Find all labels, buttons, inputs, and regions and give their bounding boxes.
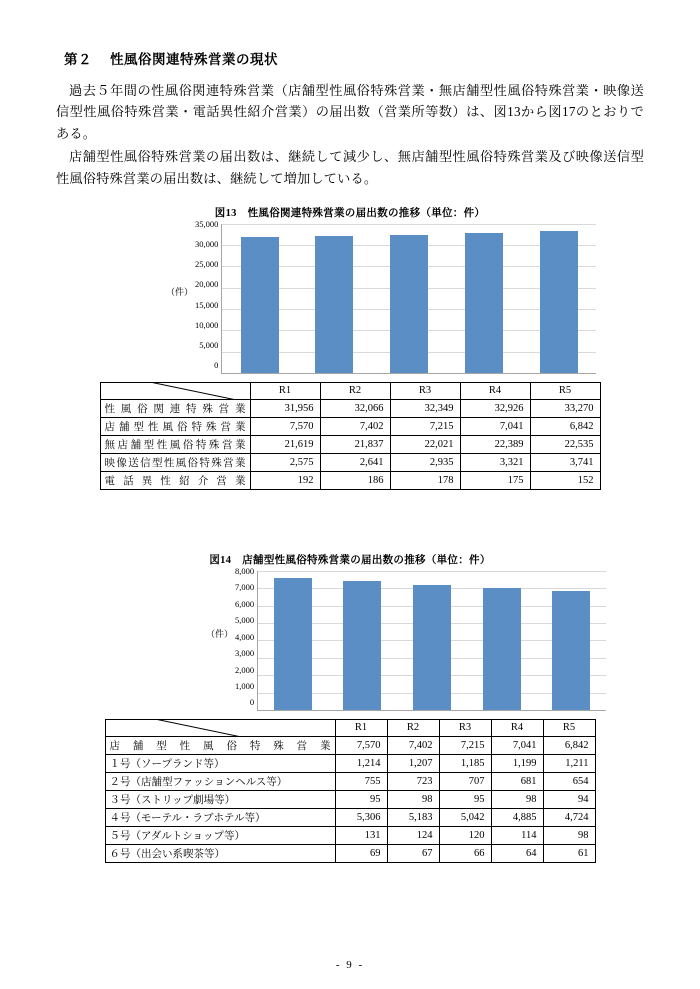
row-label: 電話異性紹介営業: [100, 471, 250, 489]
col-header-r1: R1: [335, 719, 387, 736]
cell-value: 5,183: [387, 808, 439, 826]
col-header-r3: R3: [390, 382, 460, 399]
table-row: [105, 844, 595, 862]
page-footer: - 9 -: [335, 959, 365, 971]
bar-r5: [552, 591, 590, 710]
cell-value: 7,215: [439, 736, 491, 754]
cell-value: 94: [543, 790, 595, 808]
figure14-plot-area: [257, 571, 606, 711]
y-tick: 3,000: [235, 647, 255, 658]
figure14-chart: [206, 565, 606, 711]
y-tick: 1,000: [235, 680, 255, 691]
cell-value: 124: [387, 826, 439, 844]
cell-value: 22,535: [530, 435, 600, 453]
bar-r2: [315, 236, 353, 372]
bar-r1: [241, 237, 279, 373]
col-header-r3: R3: [439, 719, 491, 736]
cell-value: 4,885: [491, 808, 543, 826]
bar-r1: [274, 578, 312, 709]
cell-value: 61: [543, 844, 595, 862]
table-row: [105, 772, 595, 790]
table-row: [100, 417, 600, 435]
cell-value: 654: [543, 772, 595, 790]
cell-value: 31,956: [250, 399, 320, 417]
cell-value: 707: [439, 772, 491, 790]
table-row: [105, 826, 595, 844]
row-label: １号（ソープランド等）: [105, 754, 335, 772]
col-header-r4: R4: [491, 719, 543, 736]
y-tick: 5,000: [199, 339, 219, 350]
section-title: 性風俗関連特殊営業の現状: [110, 52, 278, 67]
y-tick: 35,000: [195, 218, 219, 229]
cell-value: 2,641: [320, 453, 390, 471]
col-header-r5: R5: [530, 382, 600, 399]
cell-value: 152: [530, 471, 600, 489]
cell-value: 186: [320, 471, 390, 489]
figure13-y-ticks: [195, 218, 221, 374]
cell-value: 95: [335, 790, 387, 808]
figure13-title: [56, 205, 644, 220]
cell-value: 21,837: [320, 435, 390, 453]
bar-r4: [465, 233, 503, 373]
cell-value: 131: [335, 826, 387, 844]
cell-value: 22,389: [460, 435, 530, 453]
cell-value: 7,041: [491, 736, 543, 754]
table-row: [100, 435, 600, 453]
section-number: 第２: [64, 52, 92, 67]
row-label: 映像送信型性風俗特殊営業: [100, 453, 250, 471]
cell-value: 98: [543, 826, 595, 844]
y-tick: 8,000: [235, 565, 255, 576]
table-header-row: [105, 719, 595, 736]
figure14-title: [56, 552, 644, 567]
cell-value: 4,724: [543, 808, 595, 826]
y-tick: 25,000: [195, 259, 219, 270]
y-tick: 0: [249, 697, 255, 708]
figure13-chart: [166, 218, 596, 374]
row-label: 店舗型性風俗特殊営業: [100, 417, 250, 435]
figure14-bars: [258, 571, 606, 710]
cell-value: 32,066: [320, 399, 390, 417]
table-row: [105, 790, 595, 808]
table-row: [105, 808, 595, 826]
figure14-table: [105, 719, 596, 863]
cell-value: 2,575: [250, 453, 320, 471]
cell-value: 32,349: [390, 399, 460, 417]
bar-r2: [343, 581, 381, 710]
y-tick: 4,000: [235, 631, 255, 642]
diagonal-line-icon: [100, 382, 250, 399]
row-label: 無店舗型性風俗特殊営業: [100, 435, 250, 453]
col-header-r4: R4: [460, 382, 530, 399]
cell-value: 1,199: [491, 754, 543, 772]
cell-value: 7,570: [250, 417, 320, 435]
bar-r5: [540, 231, 578, 373]
cell-value: 1,207: [387, 754, 439, 772]
cell-value: 22,021: [390, 435, 460, 453]
cell-value: 681: [491, 772, 543, 790]
y-tick: 0: [214, 360, 219, 371]
cell-value: 6,842: [543, 736, 595, 754]
page-title: [64, 48, 644, 68]
row-label: ５号（アダルトショップ等）: [105, 826, 335, 844]
cell-value: 1,211: [543, 754, 595, 772]
figure13-y-axis-label: （件）: [166, 287, 194, 298]
col-header-r2: R2: [320, 382, 390, 399]
cell-value: 3,321: [460, 453, 530, 471]
cell-value: 192: [250, 471, 320, 489]
row-label: ３号（ストリップ劇場等）: [105, 790, 335, 808]
cell-value: 98: [491, 790, 543, 808]
cell-value: 755: [335, 772, 387, 790]
figure13-plot-area: [221, 224, 596, 374]
y-tick: 15,000: [195, 299, 219, 310]
cell-value: 69: [335, 844, 387, 862]
cell-value: 67: [387, 844, 439, 862]
paragraph-2: 店舗型性風俗特殊営業の届出数は、継続して減少し、無店舗型性風俗特殊営業及び映像送信型性風俗特殊営業の届出数は、継続して増加している。: [56, 149, 644, 186]
table-header-row: [100, 382, 600, 399]
table-row: [100, 399, 600, 417]
figure14-y-ticks: [235, 565, 257, 711]
cell-value: 32,926: [460, 399, 530, 417]
row-label: ４号（モーテル・ラブホテル等）: [105, 808, 335, 826]
cell-value: 2,935: [390, 453, 460, 471]
y-tick: 6,000: [235, 598, 255, 609]
row-label: ２号（店舗型ファッションヘルス等）: [105, 772, 335, 790]
cell-value: 7,570: [335, 736, 387, 754]
cell-value: 723: [387, 772, 439, 790]
bar-r4: [483, 588, 521, 710]
cell-value: 33,270: [530, 399, 600, 417]
row-label: 性風俗関連特殊営業: [100, 399, 250, 417]
cell-value: 120: [439, 826, 491, 844]
cell-value: 1,214: [335, 754, 387, 772]
cell-value: 7,402: [387, 736, 439, 754]
table-corner-cell: [105, 719, 335, 736]
y-tick: 7,000: [235, 582, 255, 593]
row-label: ６号（出会い系喫茶等）: [105, 844, 335, 862]
col-header-r2: R2: [387, 719, 439, 736]
cell-value: 21,619: [250, 435, 320, 453]
cell-value: 66: [439, 844, 491, 862]
cell-value: 7,041: [460, 417, 530, 435]
cell-value: 5,042: [439, 808, 491, 826]
figure13-table: [100, 382, 601, 490]
bar-r3: [413, 585, 451, 710]
table-row: [100, 453, 600, 471]
y-tick: 30,000: [195, 238, 219, 249]
y-tick: 10,000: [195, 319, 219, 330]
bar-r3: [390, 235, 428, 373]
diagonal-line-icon: [105, 719, 335, 736]
table-row: [105, 754, 595, 772]
figure13-caption: 性風俗関連特殊営業の届出数の推移（単位：件）: [247, 207, 486, 219]
cell-value: 175: [460, 471, 530, 489]
figure13-bars: [222, 224, 596, 373]
figure14-caption: 店舗型性風俗特殊営業の届出数の推移（単位：件）: [242, 554, 491, 566]
figure14-y-axis-label: （件）: [206, 629, 234, 640]
figure13-number: 図13: [214, 207, 237, 219]
cell-value: 64: [491, 844, 543, 862]
cell-value: 1,185: [439, 754, 491, 772]
table-corner-cell: [100, 382, 250, 399]
y-tick: 20,000: [195, 279, 219, 290]
cell-value: 5,306: [335, 808, 387, 826]
cell-value: 7,215: [390, 417, 460, 435]
col-header-r5: R5: [543, 719, 595, 736]
cell-value: 178: [390, 471, 460, 489]
cell-value: 95: [439, 790, 491, 808]
cell-value: 6,842: [530, 417, 600, 435]
paragraph-1: 過去５年間の性風俗関連特殊営業（店舗型性風俗特殊営業・無店舗型性風俗特殊営業・映像送信型性風俗特殊営業・電話異性紹介営業）の届出数（営業所等数）は、図13から図17のとおりである。: [56, 83, 644, 141]
y-tick: 5,000: [235, 614, 255, 625]
cell-value: 3,741: [530, 453, 600, 471]
col-header-r1: R1: [250, 382, 320, 399]
table-row: [100, 471, 600, 489]
figure14-number: 図14: [209, 554, 232, 566]
cell-value: 114: [491, 826, 543, 844]
row-label: 店舗型性風俗特殊営業: [105, 736, 335, 754]
cell-value: 7,402: [320, 417, 390, 435]
y-tick: 2,000: [235, 664, 255, 675]
table-row: [105, 736, 595, 754]
cell-value: 98: [387, 790, 439, 808]
